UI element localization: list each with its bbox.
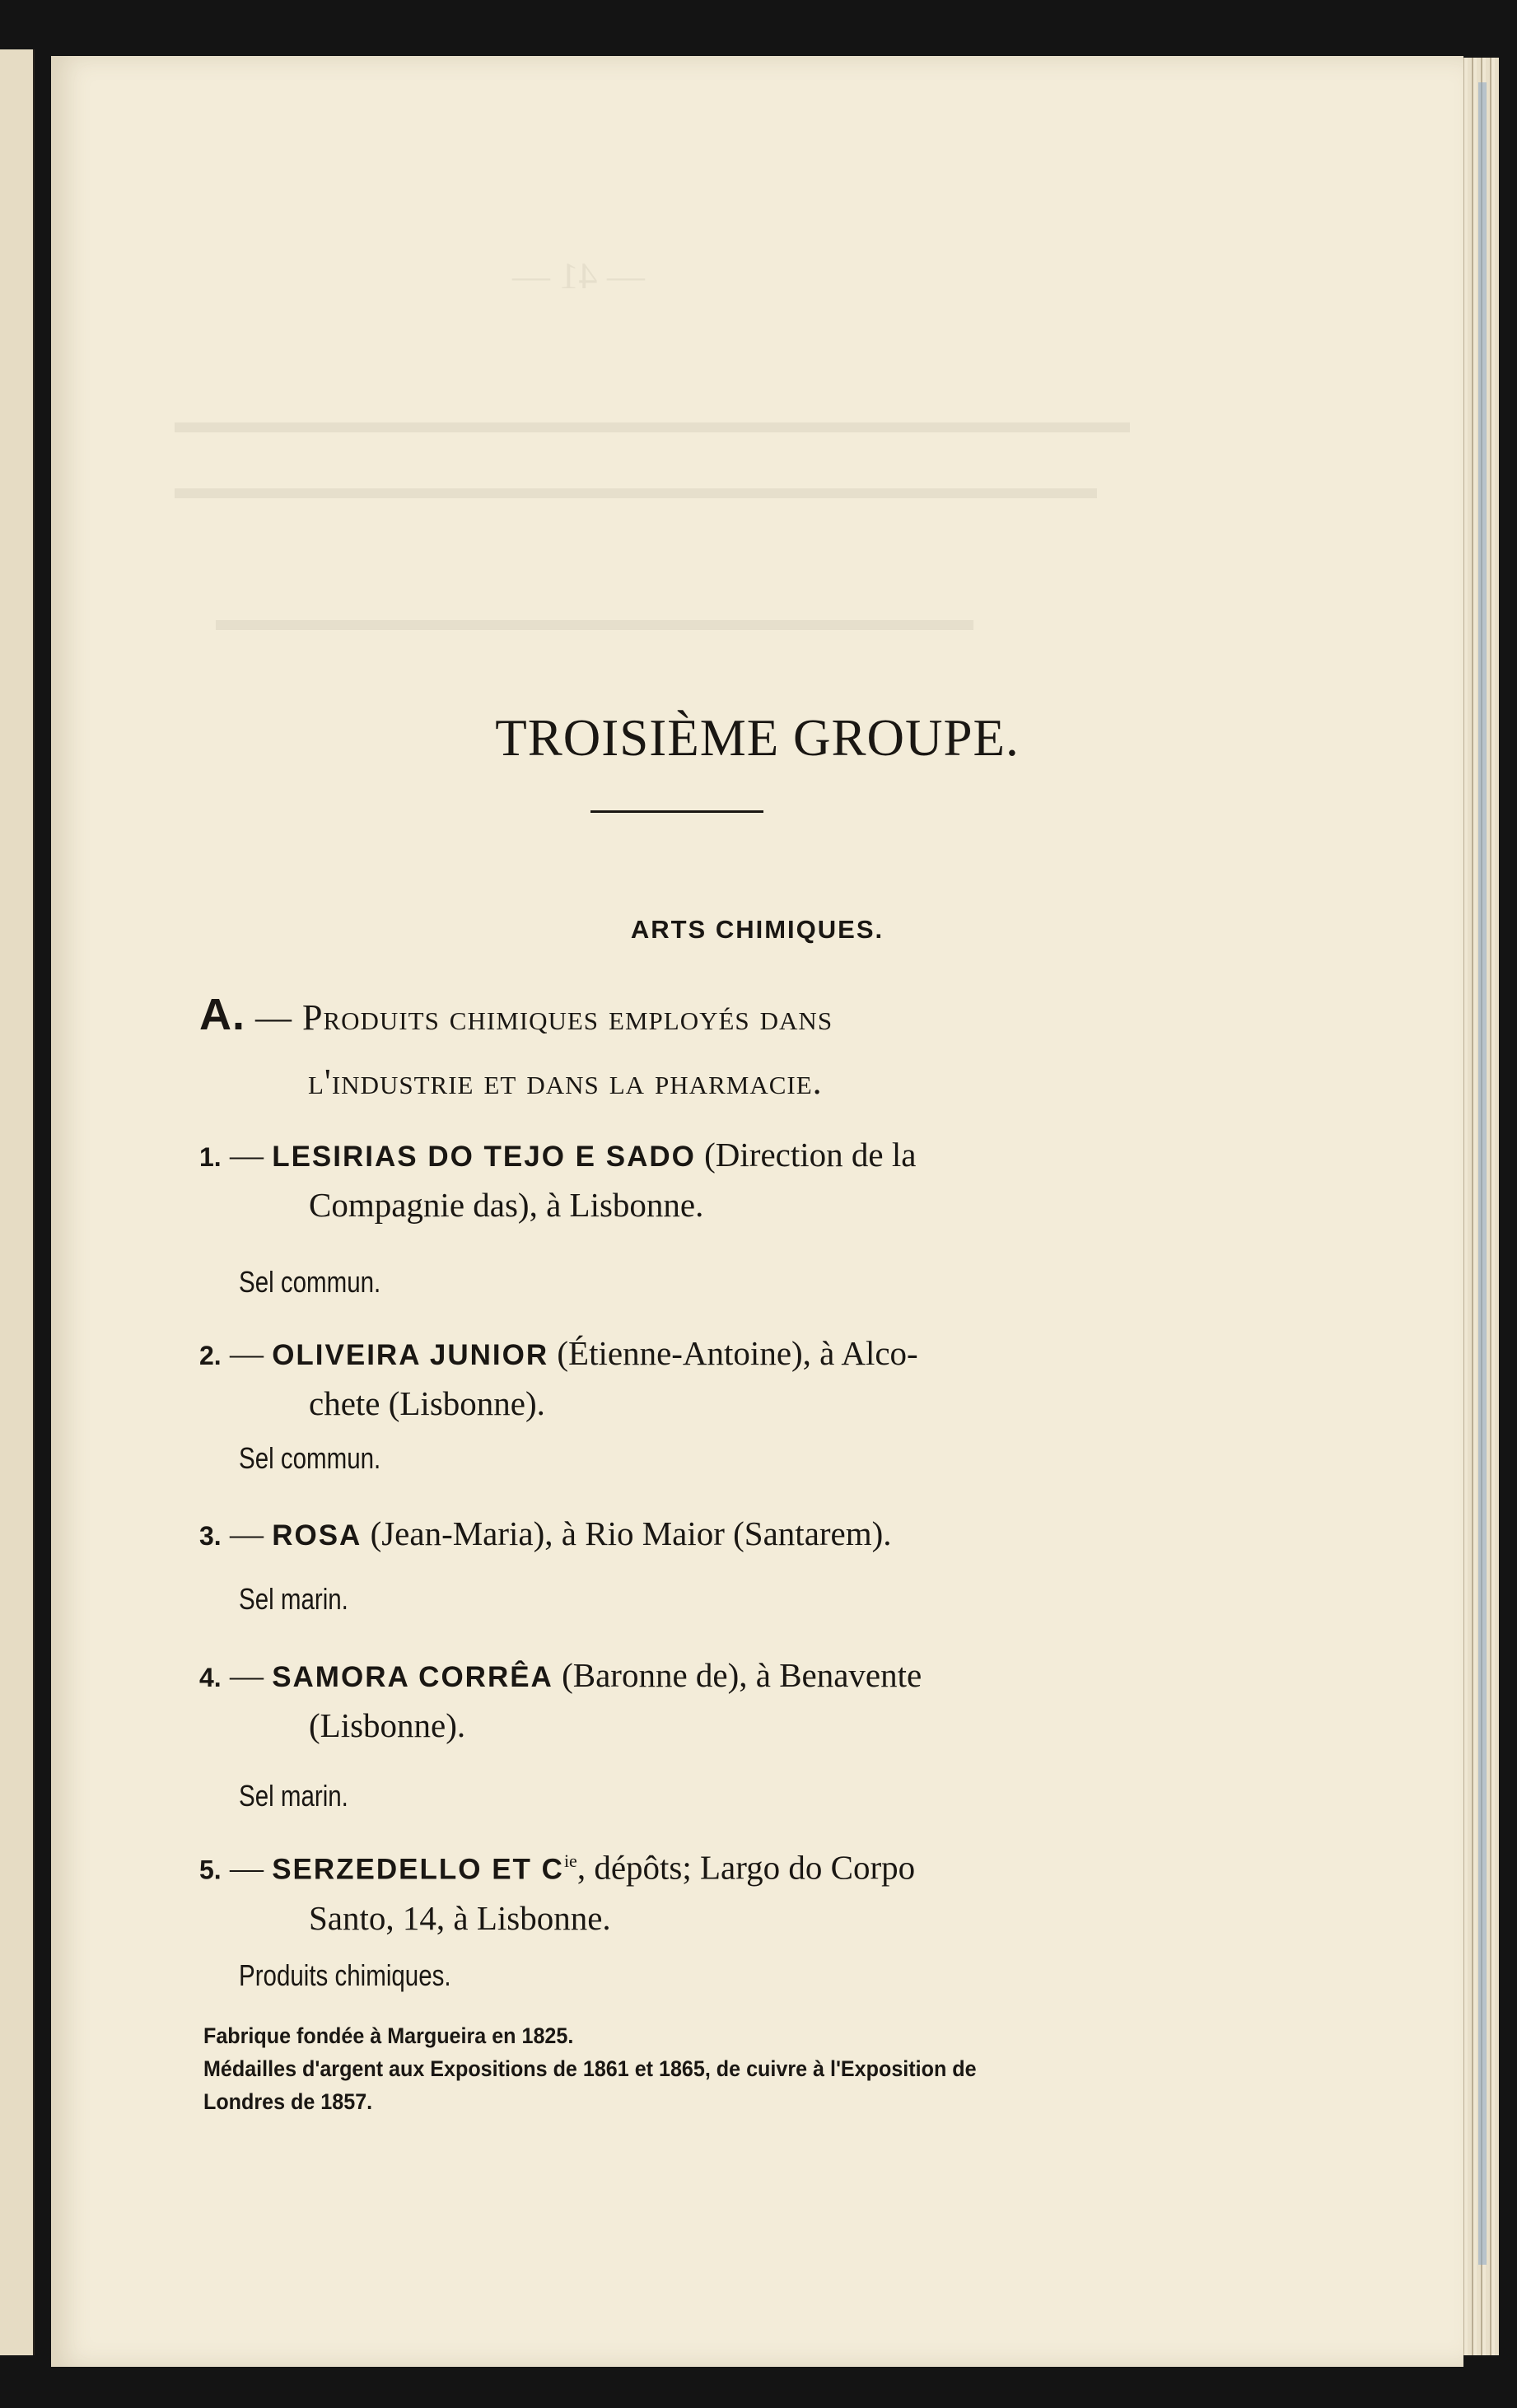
product: Sel commun.	[239, 1265, 381, 1299]
entry-notes	[203, 2019, 1165, 2118]
product: Sel commun.	[239, 1441, 381, 1475]
entry-header	[199, 1837, 1245, 1894]
previous-page-edge	[0, 49, 35, 2355]
exhibitor-name: LESIRIAS DO TEJO E SADO	[272, 1141, 696, 1173]
exhibitor-details: (Étienne-Antoine), à Alco-	[548, 1334, 918, 1372]
subtitle: ARTS CHIMIQUES.	[630, 915, 885, 944]
entry-number: 2.	[199, 1341, 222, 1370]
exhibitor-name: ROSA	[272, 1519, 362, 1552]
exhibitor-name: SAMORA CORRÊA	[272, 1661, 553, 1693]
list-item	[199, 1329, 1245, 1427]
show-through-texture: ▬▬▬▬▬▬▬▬▬▬▬▬▬▬▬▬▬▬▬▬▬▬▬▬▬▬▬▬	[175, 469, 1097, 506]
group-title: TROISIÈME GROUPE.	[495, 709, 1020, 767]
note-line: Fabrique fondée à Margueira en 1825.	[203, 2023, 574, 2048]
entry-continuation: chete (Lisbonne).	[309, 1384, 545, 1422]
section-title-line2: l'industrie et dans la pharmacie.	[308, 1062, 823, 1102]
entry-dash: —	[221, 1656, 273, 1694]
entry-continuation: Compagnie das), à Lisbonne.	[309, 1186, 704, 1224]
exhibitor-details: (Baronne de), à Benavente	[553, 1656, 922, 1694]
show-through-texture: ▬▬▬▬▬▬▬▬▬▬▬▬▬▬▬▬▬▬▬▬▬▬▬	[216, 600, 973, 637]
section-letter: A.	[199, 990, 245, 1039]
entry-number: 4.	[199, 1663, 222, 1692]
show-through-texture: — 41 —	[512, 254, 645, 296]
note-line: Londres de 1857.	[203, 2089, 373, 2114]
entry-number: 5.	[199, 1855, 222, 1885]
product: Sel marin.	[239, 1582, 348, 1616]
list-item	[199, 1131, 1245, 1229]
exhibitor-name: OLIVEIRA JUNIOR	[272, 1339, 549, 1371]
list-item	[199, 1510, 1245, 1560]
exhibitor-name-superscript: ie	[563, 1850, 577, 1871]
book-page	[51, 56, 1463, 2367]
entry-header	[199, 1651, 1245, 1701]
exhibitor-name: SERZEDELLO ET C	[272, 1853, 564, 1886]
exhibitor-details: (Direction de la	[695, 1136, 917, 1174]
section-heading	[199, 982, 1245, 1114]
exhibitor-details: , dépôts; Largo do Corpo	[576, 1848, 916, 1887]
entry-number: 3.	[199, 1521, 222, 1551]
page-edge-tint	[1478, 82, 1487, 2265]
entry-dash: —	[221, 1514, 273, 1552]
entry-header	[199, 1329, 1245, 1379]
title-divider	[590, 810, 763, 813]
exhibitor-details: (Jean-Maria), à Rio Maior (Santarem).	[362, 1514, 892, 1552]
entry-continuation: (Lisbonne).	[309, 1706, 466, 1744]
show-through-texture: ▬▬▬▬▬▬▬▬▬▬▬▬▬▬▬▬▬▬▬▬▬▬▬▬▬▬▬▬▬	[175, 403, 1130, 440]
entry-header	[199, 1131, 1245, 1181]
list-item	[199, 1651, 1245, 1749]
section-title-line1: — Produits chimiques employés dans	[255, 997, 833, 1038]
entry-number: 1.	[199, 1142, 222, 1172]
list-item	[199, 1837, 1245, 1942]
entry-dash: —	[221, 1848, 273, 1887]
entry-header	[199, 1510, 1245, 1560]
entry-continuation: Santo, 14, à Lisbonne.	[309, 1898, 611, 1937]
entry-dash: —	[221, 1334, 273, 1372]
product: Sel marin.	[239, 1779, 348, 1813]
note-line: Médailles d'argent aux Expositions de 1861 et 1865, de cuivre à l'Exposition de	[203, 2056, 977, 2081]
product: Produits chimiques.	[239, 1958, 451, 1992]
entry-dash: —	[221, 1136, 273, 1174]
